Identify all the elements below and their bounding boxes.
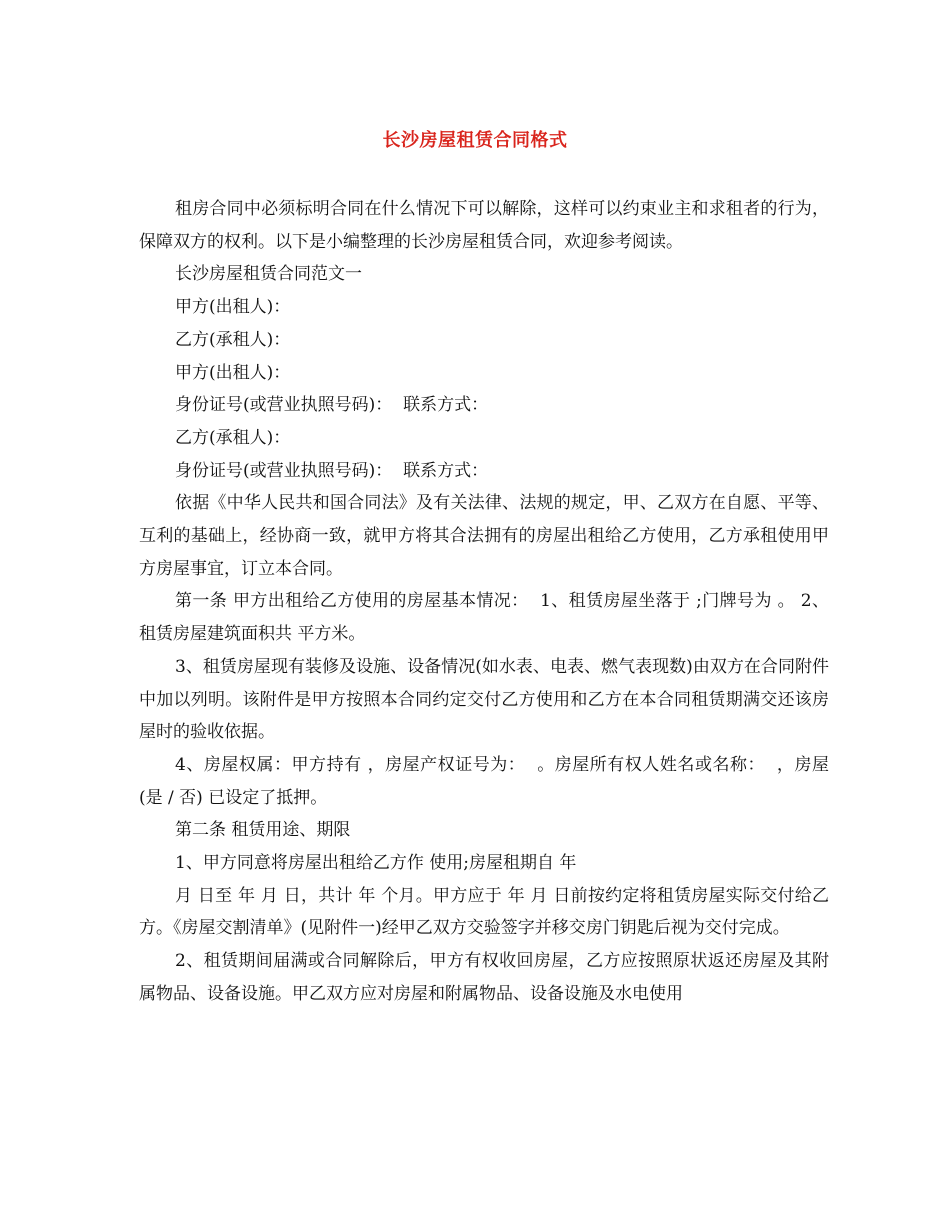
paragraph-party-b: 乙方(承租人)： — [175, 329, 291, 350]
paragraph-article-2-term: 月 日至 年 月 日，共计 年 个月。甲方应于 年 月 日前按约定将租赁房屋实际交付给乙方。《房屋交割清单》(见附件一)经甲乙双方交验签字并移交房门钥匙后视为交付完成。 — [139, 885, 829, 939]
paragraph-sample-heading: 长沙房屋租赁合同范文一 — [175, 264, 362, 285]
paragraph-intro: 租房合同中必须标明合同在什么情况下可以解除，这样可以约束业主和求租者的行为，保障双方的权利。以下是小编整理的长沙房屋租赁合同，欢迎参考阅读。 — [139, 199, 829, 252]
document-body — [139, 193, 835, 1011]
paragraph-legal-basis: 依据《中华人民共和国合同法》及有关法律、法规的规定，甲、乙双方在自愿、平等、互利的基础上，经协商一致，就甲方将其合法拥有的房屋出租给乙方使用，乙方承租使用甲方房屋事宜，订立本合同。 — [139, 493, 829, 579]
paragraph-article-2-item-1: 1、甲方同意将房屋出租给乙方作 使用;房屋租期自 年 — [175, 853, 577, 874]
paragraph-article-1: 第一条 甲方出租给乙方使用的房屋基本情况： 1、租赁房屋坐落于 ;门牌号为 。 2、租赁房屋建筑面积共 平方米。 — [139, 591, 829, 645]
paragraph-id-contact-b: 身份证号(或营业执照号码)： 联系方式： — [175, 460, 489, 481]
paragraph-article-2-heading: 第二条 租赁用途、期限 — [175, 820, 351, 841]
document-title: 长沙房屋租赁合同格式 — [382, 130, 568, 151]
paragraph-party-b-repeat: 乙方(承租人)： — [175, 427, 291, 448]
paragraph-id-contact-a: 身份证号(或营业执照号码)： 联系方式： — [175, 395, 489, 416]
paragraph-party-a-repeat: 甲方(出租人)： — [175, 362, 291, 383]
paragraph-party-a: 甲方(出租人)： — [175, 297, 291, 318]
paragraph-article-1-item-4: 4、房屋权属：甲方持有 ，房屋产权证号为： 。房屋所有权人姓名或名称： ，房屋 (是 / 否) 已设定了抵押。 — [139, 754, 835, 808]
paragraph-article-2-item-2: 2、租赁期间届满或合同解除后，甲方有权收回房屋，乙方应按照原状返还房屋及其附属物品、设备设施。甲乙双方应对房屋和附属物品、设备设施及水电使用 — [139, 951, 829, 1004]
paragraph-article-1-item-3: 3、租赁房屋现有装修及设施、设备情况(如水表、电表、燃气表现数)由双方在合同附件中加以列明。该附件是甲方按照本合同约定交付乙方使用和乙方在本合同租赁期满交还该房屋时的验收依据。 — [139, 656, 829, 743]
